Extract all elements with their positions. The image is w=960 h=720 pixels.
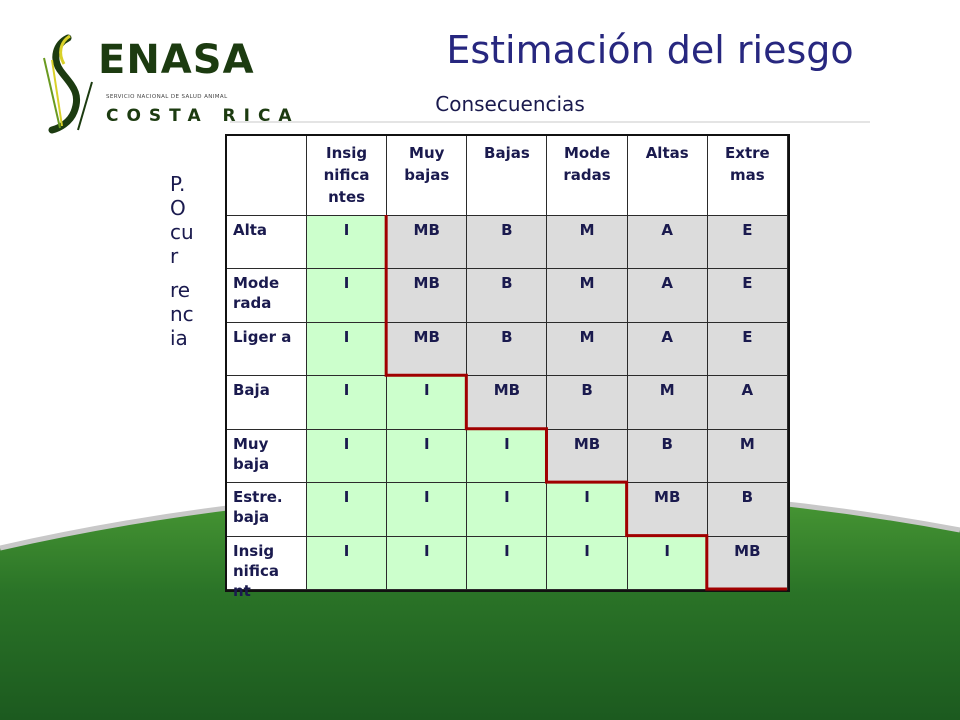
corner-cell: [227, 136, 307, 216]
probability-axis-label: [170, 172, 210, 350]
matrix-cell: A: [628, 216, 708, 269]
matrix-cell: E: [708, 216, 788, 269]
matrix-cell: M: [708, 430, 788, 483]
matrix-cell: I: [307, 537, 387, 590]
matrix-cell: M: [547, 216, 627, 269]
column-header: Muy bajas: [387, 136, 467, 216]
matrix-cell: MB: [708, 537, 788, 590]
matrix-cell: B: [467, 216, 547, 269]
matrix-cell: I: [467, 430, 547, 483]
row-label: Alta: [227, 216, 307, 269]
row-label: Estre. baja: [227, 483, 307, 536]
matrix-cell: I: [467, 537, 547, 590]
matrix-cell: M: [547, 269, 627, 322]
row-label: Baja: [227, 376, 307, 429]
matrix-cell: MB: [387, 269, 467, 322]
matrix-cell: I: [387, 430, 467, 483]
matrix-cell: M: [547, 323, 627, 376]
matrix-cell: A: [628, 323, 708, 376]
row-label: Insig nifica nt: [227, 537, 307, 590]
matrix-cell: I: [307, 483, 387, 536]
slide-title: Estimación del riesgo: [446, 28, 854, 72]
matrix-cell: M: [628, 376, 708, 429]
column-header: Extre mas: [708, 136, 788, 216]
side-label-part: ia: [170, 326, 188, 350]
column-header: Insig nifica ntes: [307, 136, 387, 216]
matrix-cell: MB: [467, 376, 547, 429]
matrix-cell: MB: [387, 216, 467, 269]
matrix-cell: I: [628, 537, 708, 590]
side-label-part: P.: [170, 172, 186, 196]
matrix-cell: B: [467, 269, 547, 322]
matrix-cell: B: [628, 430, 708, 483]
row-label: Mode rada: [227, 269, 307, 322]
matrix-cell: I: [307, 216, 387, 269]
matrix-cell: E: [708, 269, 788, 322]
matrix-cell: B: [547, 376, 627, 429]
matrix-cell: B: [708, 483, 788, 536]
matrix-cell: A: [628, 269, 708, 322]
matrix-cell: I: [307, 376, 387, 429]
matrix-cell: I: [387, 537, 467, 590]
matrix-cell: I: [387, 376, 467, 429]
side-label-part: r: [170, 244, 179, 268]
matrix-cell: I: [307, 269, 387, 322]
side-label-part: nc: [170, 302, 194, 326]
consequences-label: Consecuencias: [435, 92, 585, 116]
matrix-cell: I: [307, 430, 387, 483]
side-label-part: cu: [170, 220, 194, 244]
matrix-cell: I: [387, 483, 467, 536]
matrix-cell: MB: [387, 323, 467, 376]
matrix-cell: E: [708, 323, 788, 376]
matrix-cell: B: [467, 323, 547, 376]
logo-subtitle: SERVICIO NACIONAL DE SALUD ANIMAL: [106, 94, 228, 100]
side-label-part: re: [170, 278, 191, 302]
matrix-cell: I: [467, 483, 547, 536]
matrix-cell: I: [547, 537, 627, 590]
matrix-cell: I: [547, 483, 627, 536]
senasa-logo: [30, 30, 300, 140]
matrix-cell: MB: [628, 483, 708, 536]
row-label: Liger a: [227, 323, 307, 376]
column-header: Bajas: [467, 136, 547, 216]
column-header: Altas: [628, 136, 708, 216]
matrix-cell: MB: [547, 430, 627, 483]
row-label: Muy baja: [227, 430, 307, 483]
matrix-cell: I: [307, 323, 387, 376]
column-header: Mode radas: [547, 136, 627, 216]
matrix-cell: A: [708, 376, 788, 429]
risk-matrix: [225, 134, 790, 600]
logo-country: COSTA RICA: [106, 106, 300, 126]
logo-name: ENASA: [98, 37, 255, 83]
side-label-part: O: [170, 196, 186, 220]
